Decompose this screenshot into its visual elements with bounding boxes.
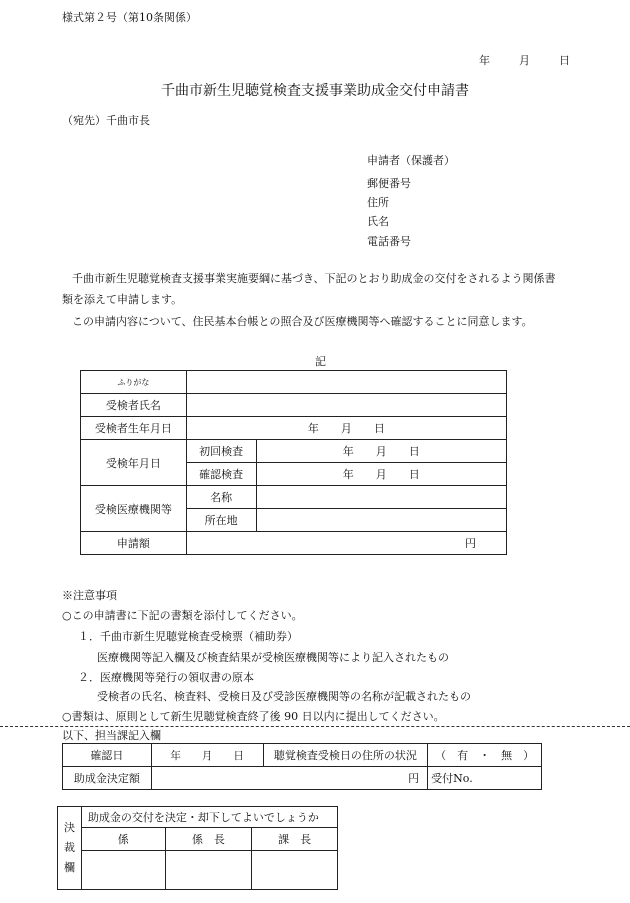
office-table [62,743,542,790]
applicant-name: 氏名 [367,215,389,228]
notes-item-1-detail: 医療機関等記入欄及び検査結果が受検医療機関等により記入されたもの [97,651,449,664]
decision-question: 助成金の交付を決定・却下してよいでしょうか [81,807,337,828]
residence-status-options[interactable]: （ 有 ・ 無 ） [428,744,542,767]
form-number: 様式第２号（第10条関係） [62,11,197,24]
date-line [479,52,570,68]
col-manager: 課 長 [252,828,338,851]
confirm-date-field[interactable]: 年 月 日 [151,744,263,767]
institution-name-label: 名称 [186,486,256,509]
confirm-date-label: 確認日 [63,744,152,767]
application-table [80,370,507,555]
examinee-name-label: 受検者氏名 [81,394,187,417]
decision-label [58,807,82,890]
decision-table [57,806,338,890]
applicant-postal: 郵便番号 [367,177,411,190]
exam-date-label: 受検年月日 [81,440,187,486]
col-staff: 係 [81,828,165,851]
decision-label-text: 決裁欄 [63,821,75,874]
stamp-chief[interactable] [165,851,252,890]
institution-name-field[interactable] [256,486,506,509]
stamp-manager[interactable] [252,851,338,890]
applicant-address: 住所 [367,196,389,209]
residence-status-label: 聴覚検査受検日の住所の状況 [263,744,428,767]
body-paragraph-1b: 類を添えて申請します。 [62,293,183,306]
date-day: 日 [559,54,570,67]
applicant-phone: 電話番号 [367,235,411,248]
page-title: 千曲市新生児聴覚検査支援事業助成金交付申請書 [161,83,469,99]
grant-amount-field[interactable]: 円 [151,767,427,790]
confirm-exam-field[interactable]: 年 月 日 [256,463,506,486]
first-exam-field[interactable]: 年 月 日 [256,440,506,463]
examinee-dob-field[interactable]: 年 月 日 [186,417,506,440]
furigana-field[interactable] [186,371,506,394]
col-chief: 係 長 [165,828,252,851]
furigana-label: ふりがな [81,371,187,394]
body-paragraph-2: この申請内容について、住民基本台帳との照合及び医療機関等へ確認することに同意します。 [72,315,533,328]
office-heading: 以下、担当課記入欄 [62,729,161,742]
notes-item-2: ２．医療機関等発行の領収書の原本 [78,671,254,684]
examinee-name-field[interactable] [186,394,506,417]
applicant-heading: 申請者（保護者） [367,154,455,167]
addressee: （宛先）千曲市長 [62,114,150,127]
amount-field[interactable]: 円 [186,532,506,555]
grant-amount-label: 助成金決定額 [63,767,152,790]
institution-label: 受検医療機関等 [81,486,187,532]
first-exam-label: 初回検査 [186,440,256,463]
amount-label: 申請額 [81,532,187,555]
receipt-no-field[interactable]: 受付No. [428,767,542,790]
confirm-exam-label: 確認検査 [186,463,256,486]
notes-item-2-detail: 受検者の氏名、検査料、受検日及び受診医療機関等の名称が記載されたもの [97,690,471,703]
body-paragraph-1: 千曲市新生児聴覚検査支援事業実施要綱に基づき、下記のとおり助成金の交付をされるよう関係書 [72,272,556,285]
notes-line-2: ○書類は、原則として新生児聴覚検査終了後 90 日以内に提出してください。 [62,710,445,723]
notes-heading: ※注意事項 [62,589,117,602]
institution-address-label: 所在地 [186,509,256,532]
notes-item-1: １．千曲市新生児聴覚検査受検票（補助券） [78,630,298,643]
stamp-staff[interactable] [81,851,165,890]
ki-label: 記 [315,355,326,368]
date-year: 年 [479,54,490,67]
institution-address-field[interactable] [256,509,506,532]
date-month: 月 [519,54,530,67]
examinee-dob-label: 受検者生年月日 [81,417,187,440]
notes-line-1: ○この申請書に下記の書類を添付してください。 [62,609,303,622]
